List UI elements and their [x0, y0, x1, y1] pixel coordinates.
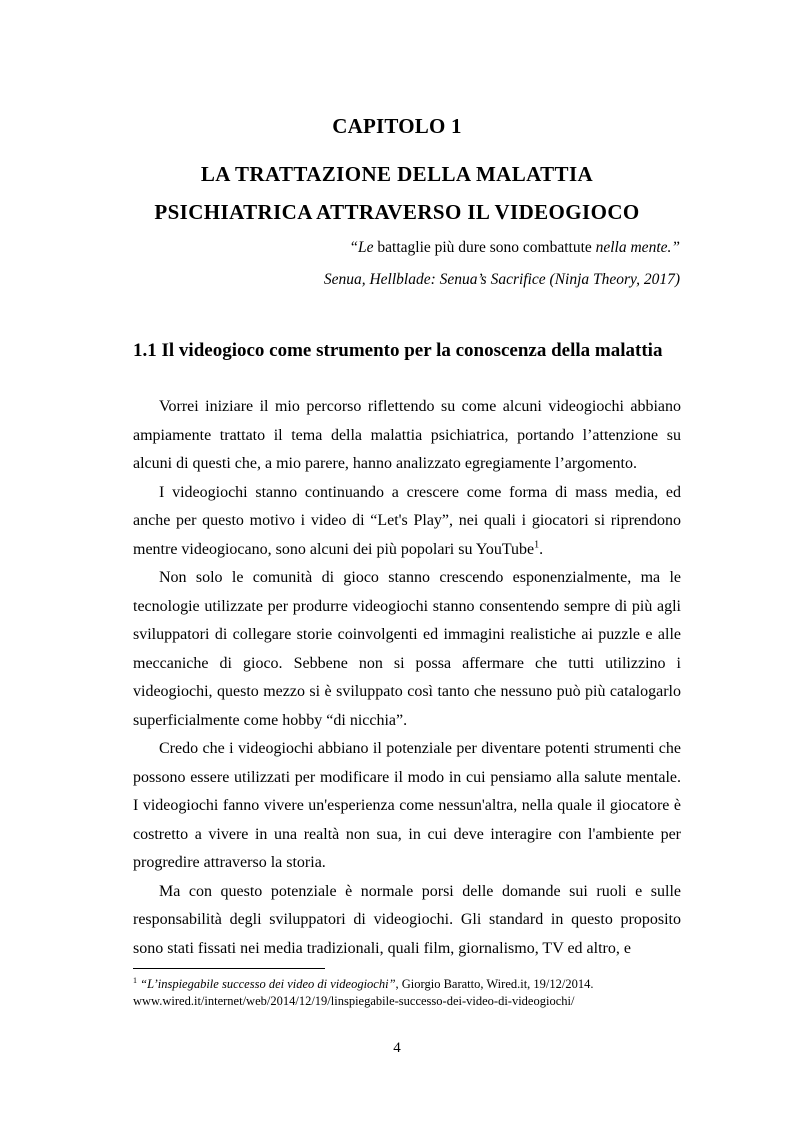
footnote-source: , Giorgio Baratto, Wired.it, 19/12/2014.	[395, 977, 594, 991]
footnote-marker: 1	[133, 975, 137, 985]
epigraph-quote-middle: battaglie più dure sono combattute	[377, 239, 596, 256]
epigraph-quote	[349, 239, 680, 257]
chapter-title-line-2: PSICHIATRICA ATTRAVERSO IL VIDEOGIOCO	[154, 200, 640, 224]
paragraph-3: Non solo le comunità di gioco stanno crescendo esponenzialmente, ma le tecnologie utilizzate per produrre videogiochi stanno consentendo sempre di più agli sviluppatori di collegare storie coinvolgenti ed immagini realistiche ai puzzle e alle meccaniche di gioco. Sebbene non si possa affermare che tutti utilizzino i videogiochi, questo mezzo si è sviluppato così tanto che nessuno può più catalogarlo superficialmente come hobby “di nicchia”.	[133, 569, 681, 729]
paragraph-2-end: .	[539, 540, 544, 558]
paragraph-2-text: I videogiochi stanno continuando a crescere come forma di mass media, ed anche per questo motivo i video di “Let's Play”, nei quali i giocatori si riprendono mentre videogiocano, sono alcuni dei più popolari su YouTube	[133, 483, 681, 558]
paragraph-4: Credo che i videogiochi abbiano il potenziale per diventare potenti strumenti che possono essere utilizzati per modificare il modo in cui pensiamo alla salute mentale. I videogiochi fanno vivere un'esperienza come nessun'altra, nella quale il giocatore è costretto a vivere in una realtà non sua, in cui deve interagire con l'ambiente per progredire attraverso la storia.	[133, 740, 681, 871]
paragraph-5: Ma con questo potenziale è normale porsi delle domande sui ruoli e sulle responsabilità degli sviluppatori di videogiochi. Gli standard in questo proposito sono stati fissati nei media tradizionali, quali film, giornalismo, TV ed altro, e	[133, 882, 681, 957]
footnote-line-1	[133, 976, 693, 993]
epigraph-attribution: Senua, Hellblade: Senua’s Sacrifice (Ninja Theory, 2017)	[323, 271, 680, 288]
footnote-reference[interactable]: 1	[534, 539, 540, 551]
footnote-url[interactable]: www.wired.it/internet/web/2014/12/19/linspiegabile-successo-dei-video-di-videogiochi/	[133, 994, 575, 1008]
epigraph-quote-close: nella mente.”	[595, 239, 680, 256]
footnote-divider	[133, 968, 325, 969]
chapter-label: CAPITOLO 1	[332, 114, 462, 138]
paragraph-1: Vorrei iniziare il mio percorso riflettendo su come alcuni videogiochi abbiano ampiamente trattato il tema della malattia psichiatrica, portando l’attenzione su alcuni di questi che, a mio parere, hanno analizzato egregiamente l’argomento.	[133, 398, 681, 472]
footnote	[133, 976, 693, 1010]
chapter-title-line-1: LA TRATTAZIONE DELLA MALATTIA	[200, 162, 594, 186]
epigraph-quote-open: “Le	[349, 239, 378, 256]
paragraph-2	[133, 479, 681, 565]
section-heading: 1.1 Il videogioco come strumento per la conoscenza della malattia	[133, 340, 663, 361]
footnote-title: “L’inspiegabile successo dei video di videogiochi”	[140, 977, 396, 991]
body-text	[133, 393, 681, 963]
page-number: 4	[393, 1040, 401, 1056]
